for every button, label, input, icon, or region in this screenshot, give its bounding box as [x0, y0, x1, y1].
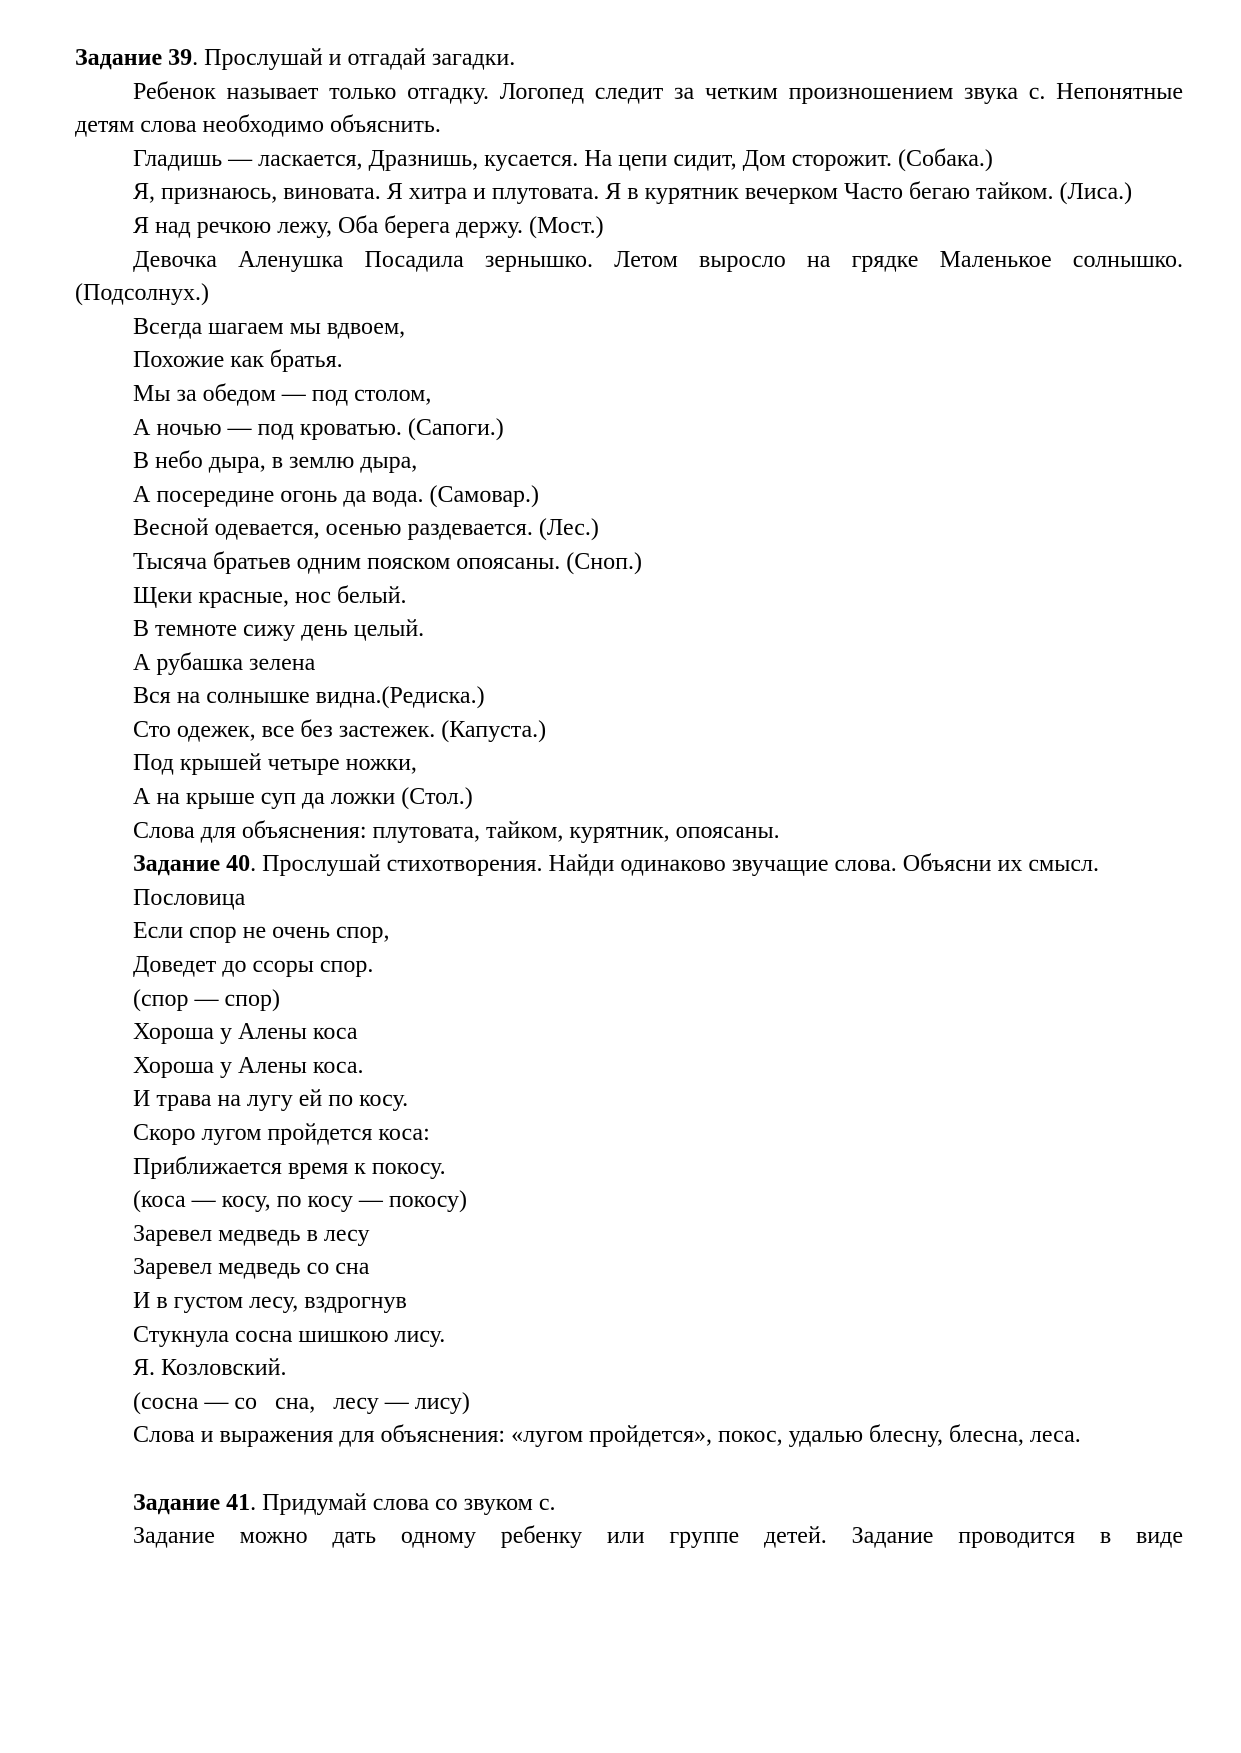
verse-line: Сто одежек, все без застежек. (Капуста.): [133, 716, 547, 743]
task-40-label: Задание 40: [133, 851, 251, 878]
task-40-vocabulary: Слова и выражения для объяснения: «лугом пройдется», покос, удалью блесну, блесна, леса.: [133, 1422, 1081, 1449]
riddle-paragraph: Гладишь — ласкается, Дразнишь, кусается. На цепи сидит, Дом сторожит. (Собака.): [133, 145, 993, 172]
verse-line: В небо дыра, в землю дыра,: [133, 448, 418, 475]
verse-line: Тысяча братьев одним пояском опоясаны. (Сноп.): [133, 548, 642, 575]
verse-line: Хороша у Алены коса: [133, 1019, 358, 1046]
verse-line: Приближается время к покосу.: [133, 1153, 446, 1180]
verse-line: А ночью — под кроватью. (Сапоги.): [133, 414, 504, 441]
verse-line: А посередине огонь да вода. (Самовар.): [133, 481, 539, 508]
task-41-label: Задание 41: [133, 1489, 251, 1516]
task-40-heading: [75, 848, 1183, 882]
verse-line: Если спор не очень спор,: [133, 918, 390, 945]
verse-line: А на крыше суп да ложки (Стол.): [133, 784, 473, 811]
verse-line: Хороша у Алены коса.: [133, 1052, 364, 1079]
verse-line: А рубашка зелена: [133, 649, 316, 676]
task-41-instruction: Задание можно дать одному ребенку или группе детей. Задание проводится в виде: [133, 1523, 1183, 1550]
verse-line: В темноте сижу день целый.: [133, 616, 425, 643]
task-39-vocabulary: Слова для объяснения: плутовата, тайком, курятник, опоясаны.: [133, 817, 780, 844]
verse-line: Заревел медведь со сна: [133, 1254, 370, 1281]
verse-line: Под крышей четыре ножки,: [133, 750, 417, 777]
task-41-title: . Придумай слова со звуком с.: [250, 1489, 556, 1516]
verse-line: (спор — спор): [133, 985, 280, 1012]
task-39-title: . Прослушай и отгадай загадки.: [192, 45, 516, 71]
task-39-label: Задание 39: [75, 45, 193, 71]
document-page: [75, 42, 1183, 1554]
verse-line: Всегда шагаем мы вдвоем,: [133, 313, 406, 340]
verse-line: Вся на солнышке видна.(Редиска.): [133, 683, 485, 710]
riddle-paragraph: Я, признаюсь, виновата. Я хитра и плутовата. Я в курятник вечерком Часто бегаю тайком. (Лиса.): [133, 179, 1133, 206]
task-40-title: . Прослушай стихотворения. Найди одинаково звучащие слова. Объясни их смысл.: [250, 851, 1099, 878]
task-39-heading: [75, 42, 1183, 76]
verse-line: Стукнула сосна шишкою лису.: [133, 1321, 446, 1348]
verse-line: (сосна — со сна, лесу — лису): [133, 1388, 470, 1415]
task-41-heading: [75, 1487, 1183, 1521]
verse-line: И в густом лесу, вздрогнув: [133, 1287, 407, 1314]
verse-line: Мы за обедом — под столом,: [133, 380, 432, 407]
verse-line: И трава на лугу ей по косу.: [133, 1086, 409, 1113]
verse-author: Я. Козловский.: [133, 1355, 287, 1382]
verse-line: Доведет до ссоры спор.: [133, 952, 374, 979]
verse-line: Весной одевается, осенью раздевается. (Лес.): [133, 515, 599, 542]
paragraph-spacer: [75, 1453, 1183, 1487]
riddle-paragraph: Я над речкою лежу, Оба берега держу. (Мост.): [133, 212, 604, 239]
verse-line: Щеки красные, нос белый.: [133, 582, 407, 609]
verse-line: Заревел медведь в лесу: [133, 1220, 370, 1247]
verse-line: Скоро лугом пройдется коса:: [133, 1120, 430, 1146]
verse-line: (коса — косу, по косу — покосу): [133, 1187, 468, 1214]
verse-line: Пословица: [133, 884, 246, 911]
task-39-instruction: Ребенок называет только отгадку. Логопед следит за четким произношением звука с. Непонятные детям слова необходимо объяснить.: [75, 78, 1183, 139]
riddle-paragraph: Девочка Аленушка Посадила зернышко. Летом выросло на грядке Маленькое солнышко. (Подсолнух.): [75, 246, 1183, 307]
verse-line: Похожие как братья.: [133, 347, 343, 374]
